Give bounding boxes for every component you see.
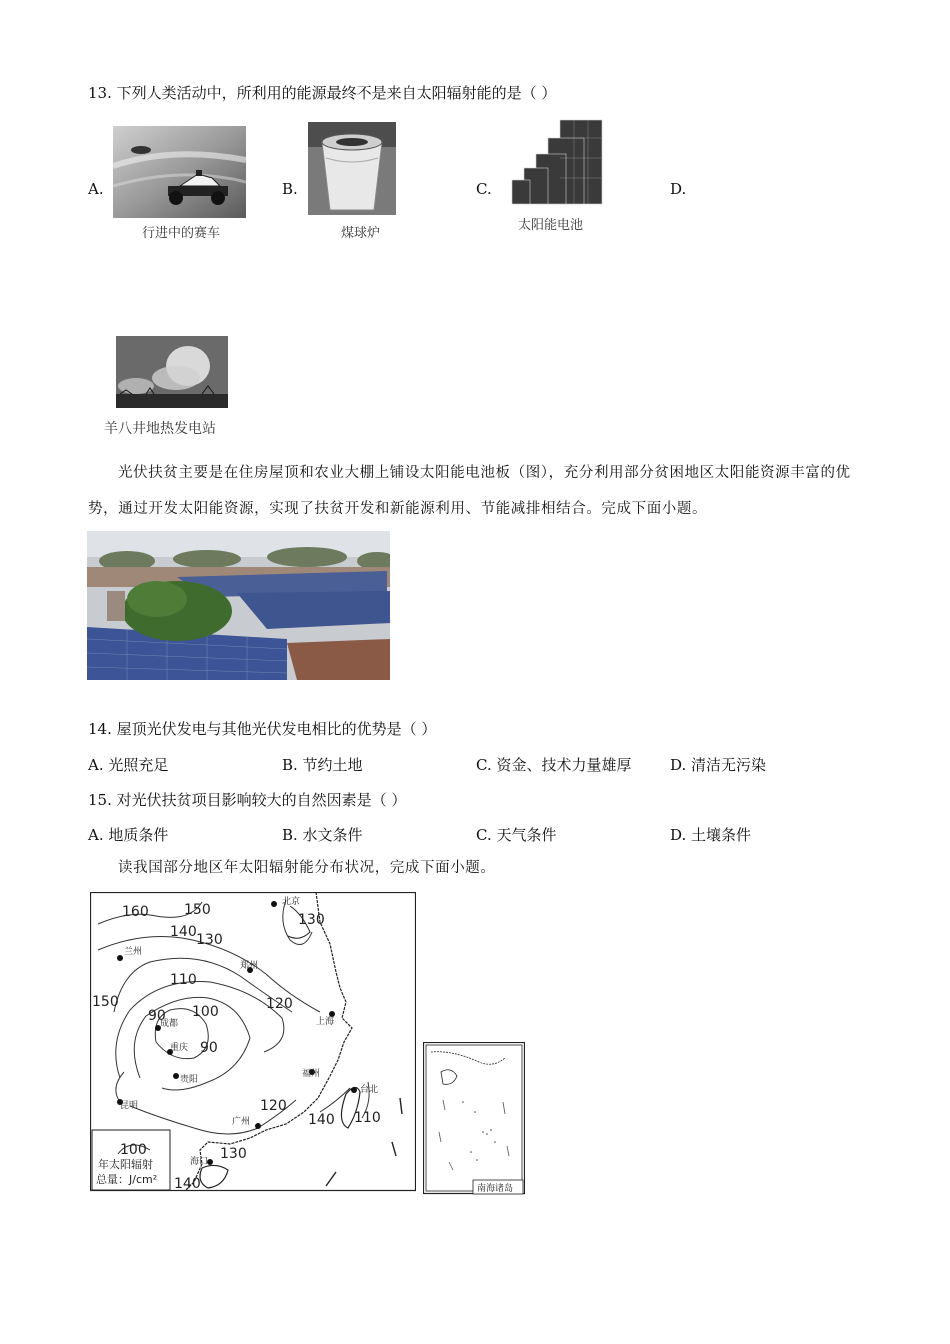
- city-label-shanghai: 上海: [316, 1017, 335, 1027]
- solar-radiation-map: [90, 892, 416, 1192]
- isoline-label: 110: [170, 972, 197, 988]
- isoline-label: 120: [260, 1098, 287, 1114]
- isoline-label: 140: [174, 1176, 201, 1192]
- q13-option-b-letter: B.: [282, 180, 298, 198]
- inset-label: 南海诸岛: [477, 1184, 514, 1194]
- isoline-label: 130: [298, 912, 325, 928]
- coal-stove-photo: [308, 122, 396, 215]
- legend-line2: 总量：J/cm²: [96, 1173, 158, 1186]
- isoline-label: 150: [92, 994, 119, 1010]
- isoline-label: 160: [122, 904, 149, 920]
- city-label-haikou: 海口: [190, 1157, 209, 1167]
- city-label-lanzhou: 兰州: [124, 947, 143, 957]
- isoline-label: 90: [148, 1008, 166, 1024]
- q15-option-d: D. 土壤条件: [670, 826, 752, 844]
- isoline-label: 100: [192, 1004, 219, 1020]
- geothermal-station-photo: [116, 336, 228, 408]
- q13-option-b-caption: 煤球炉: [341, 226, 381, 241]
- race-car-photo: [113, 126, 246, 218]
- isoline-label: 150: [184, 902, 211, 918]
- legend-line1: 年太阳辐射: [98, 1158, 153, 1171]
- passage-solar-map: 读我国部分地区年太阳辐射能分布状况，完成下面小题。: [118, 860, 496, 876]
- south-china-sea-inset: [423, 1042, 525, 1195]
- q13-option-c-caption: 太阳能电池: [518, 218, 584, 233]
- q15-stem: 15. 对光伏扶贫项目影响较大的自然因素是（ ）: [88, 791, 407, 809]
- city-label-guiyang: 贵阳: [180, 1075, 199, 1085]
- q14-option-c: C. 资金、技术力量雄厚: [476, 756, 632, 774]
- q14-option-a: A. 光照充足: [88, 756, 169, 774]
- q13-option-c-letter: C.: [476, 180, 492, 198]
- isoline-label: 90: [200, 1040, 218, 1056]
- q15-option-c: C. 天气条件: [476, 826, 557, 844]
- city-label-guangzhou: 广州: [232, 1117, 251, 1127]
- legend-value: 100: [120, 1142, 147, 1158]
- q13-option-d-caption: 羊八井地热发电站: [104, 421, 216, 437]
- isoline-label: 120: [266, 996, 293, 1012]
- passage-photovoltaic: 光伏扶贫主要是在住房屋顶和农业大棚上铺设太阳能电池板（图），充分利用部分贫困地区太阳能资源丰富的优势，通过开发太阳能资源，实现了扶贫开发和新能源利用、节能减排相结合。完成下面小题。: [88, 465, 851, 517]
- city-label-taibei: 台北: [360, 1085, 379, 1095]
- solar-panels-photo: [504, 118, 604, 210]
- q14-stem: 14. 屋顶光伏发电与其他光伏发电相比的优势是（ ）: [88, 720, 437, 738]
- city-label-chengdu: 成都: [160, 1019, 179, 1029]
- isoline-label: 130: [220, 1146, 247, 1162]
- q13-option-d-letter: D.: [670, 180, 687, 198]
- isoline-label: 110: [354, 1110, 381, 1126]
- city-label-zhengzhou: 郑州: [240, 961, 259, 971]
- isoline-label: 140: [170, 924, 197, 940]
- city-label-kunming: 昆明: [120, 1101, 139, 1111]
- rooftop-solar-photo: [87, 531, 390, 680]
- q15-option-a: A. 地质条件: [88, 826, 169, 844]
- city-label-fuzhou: 福州: [302, 1069, 321, 1079]
- q14-option-d: D. 清洁无污染: [670, 756, 767, 774]
- isoline-label: 130: [196, 932, 223, 948]
- isoline-label: 140: [308, 1112, 335, 1128]
- q13-option-a-letter: A.: [88, 180, 104, 198]
- q15-option-b: B. 水文条件: [282, 826, 363, 844]
- city-label-beijing: 北京: [282, 897, 301, 907]
- city-label-chongqing: 重庆: [170, 1043, 189, 1053]
- q14-option-b: B. 节约土地: [282, 756, 363, 774]
- q13-stem: 13. 下列人类活动中，所利用的能源最终不是来自太阳辐射能的是（ ）: [88, 84, 557, 102]
- q13-option-a-caption: 行进中的赛车: [142, 226, 221, 241]
